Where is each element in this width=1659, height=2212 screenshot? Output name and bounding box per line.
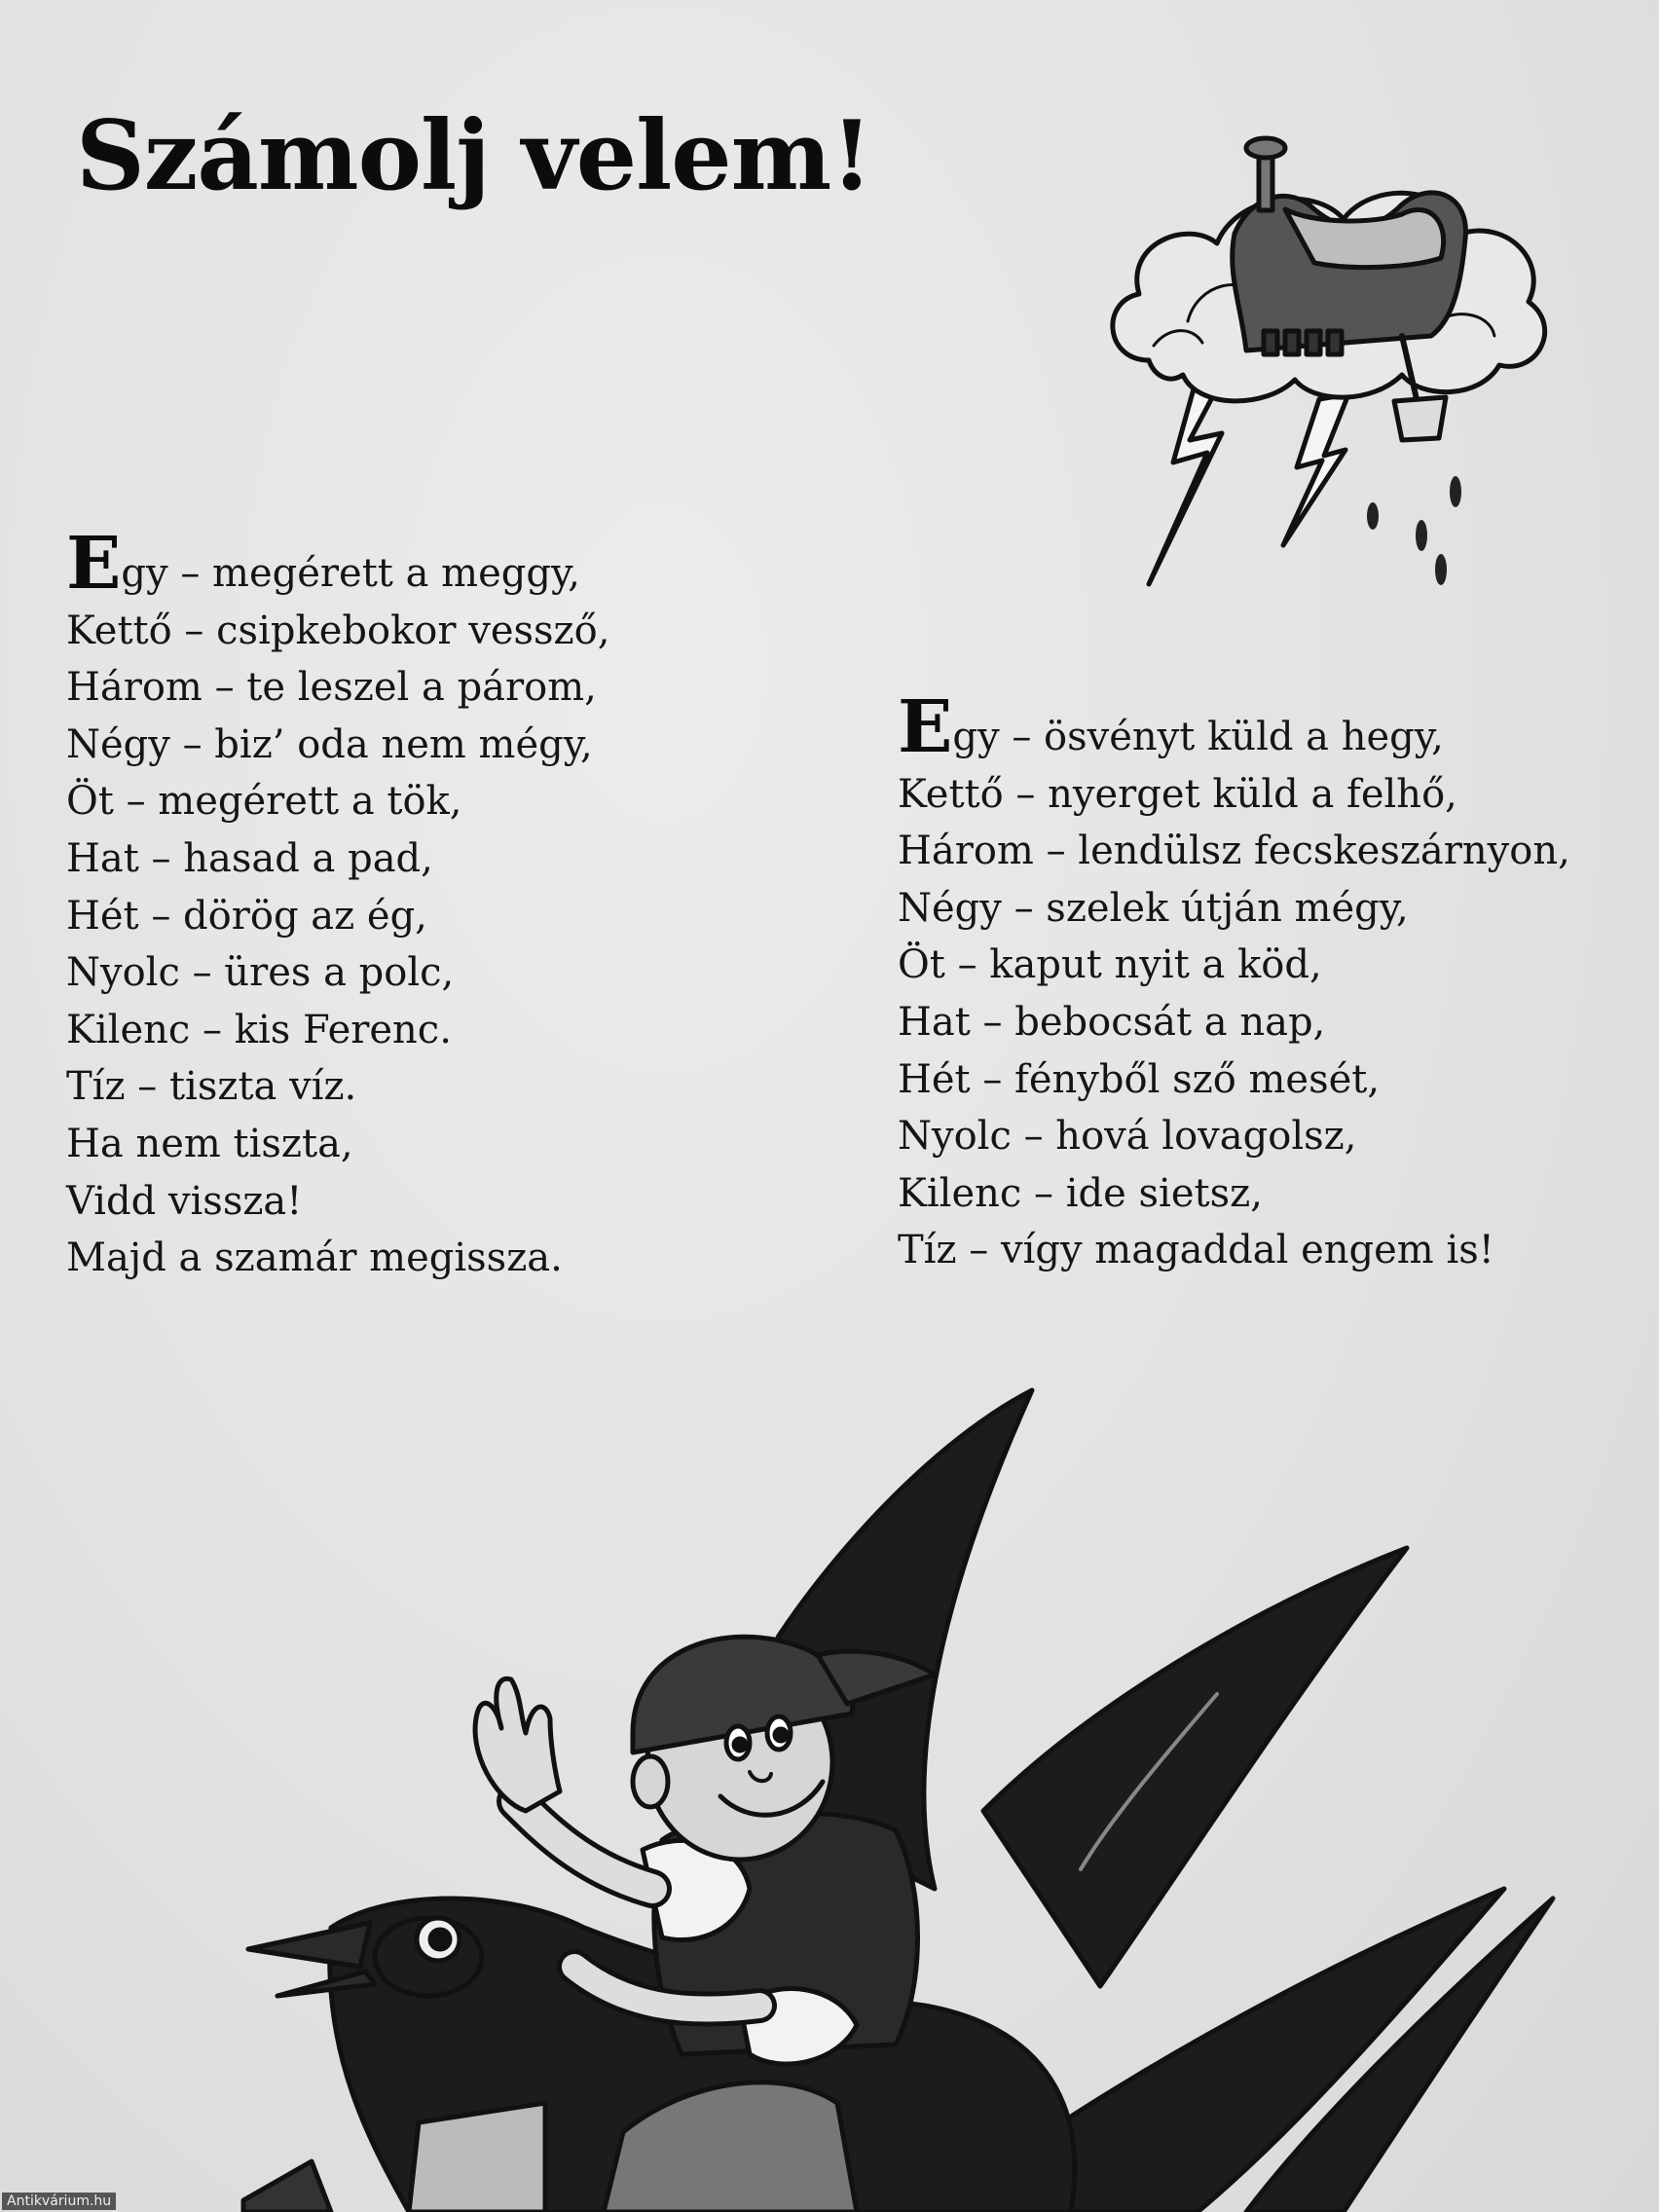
poem-line: Tíz – tiszta víz. [66, 1064, 357, 1110]
poem-line: Négy – szelek útján mégy, [898, 885, 1409, 931]
poem-line: Majd a szamár megissza. [66, 1235, 563, 1281]
poem-line: Nyolc – üres a polc, [66, 950, 455, 996]
drop-cap: E [66, 522, 122, 606]
poem-line: Hét – dörög az ég, [66, 893, 427, 939]
boy-riding-magpie-illustration [0, 1382, 1659, 2212]
poem-line [66, 522, 609, 606]
poem-line: Kettő – csipkebokor vessző, [66, 608, 610, 653]
poem-line: Öt – kaput nyit a köd, [898, 942, 1322, 988]
poem-right [898, 685, 1570, 1279]
poem-line: Kettő – nyerget küld a felhő, [898, 771, 1457, 817]
poem-line: Három – lendülsz fecskeszárnyon, [898, 829, 1570, 874]
cloud-saddle-lightning-illustration [1081, 127, 1567, 594]
poem-line: Hét – fényből sző mesét, [898, 1056, 1381, 1102]
drop-cap: E [898, 685, 953, 769]
page-title: Számolj velem! [76, 100, 872, 212]
poem-line-text: gy – ösvényt küld a hegy, [952, 715, 1444, 759]
poem-line: Kilenc – kis Ferenc. [66, 1007, 452, 1052]
poem-line: Három – te leszel a párom, [66, 665, 597, 711]
poem-line: Négy – biz’ oda nem mégy, [66, 721, 593, 767]
poem-line-text: gy – megérett a meggy, [121, 551, 580, 596]
poem-line: Vidd vissza! [66, 1178, 303, 1224]
poem-line [898, 685, 1570, 769]
poem-line: Ha nem tiszta, [66, 1121, 353, 1166]
poem-line: Hat – bebocsát a nap, [898, 999, 1326, 1045]
watermark: Antikvárium.hu [2, 2193, 116, 2210]
poem-line: Nyolc – hová lovagolsz, [898, 1114, 1357, 1160]
poem-line: Hat – hasad a pad, [66, 835, 433, 881]
poem-left [66, 522, 610, 1287]
poem-line: Kilenc – ide sietsz, [898, 1170, 1263, 1216]
poem-line: Tíz – vígy magaddal engem is! [898, 1228, 1494, 1273]
poem-line: Öt – megérett a tök, [66, 779, 462, 825]
